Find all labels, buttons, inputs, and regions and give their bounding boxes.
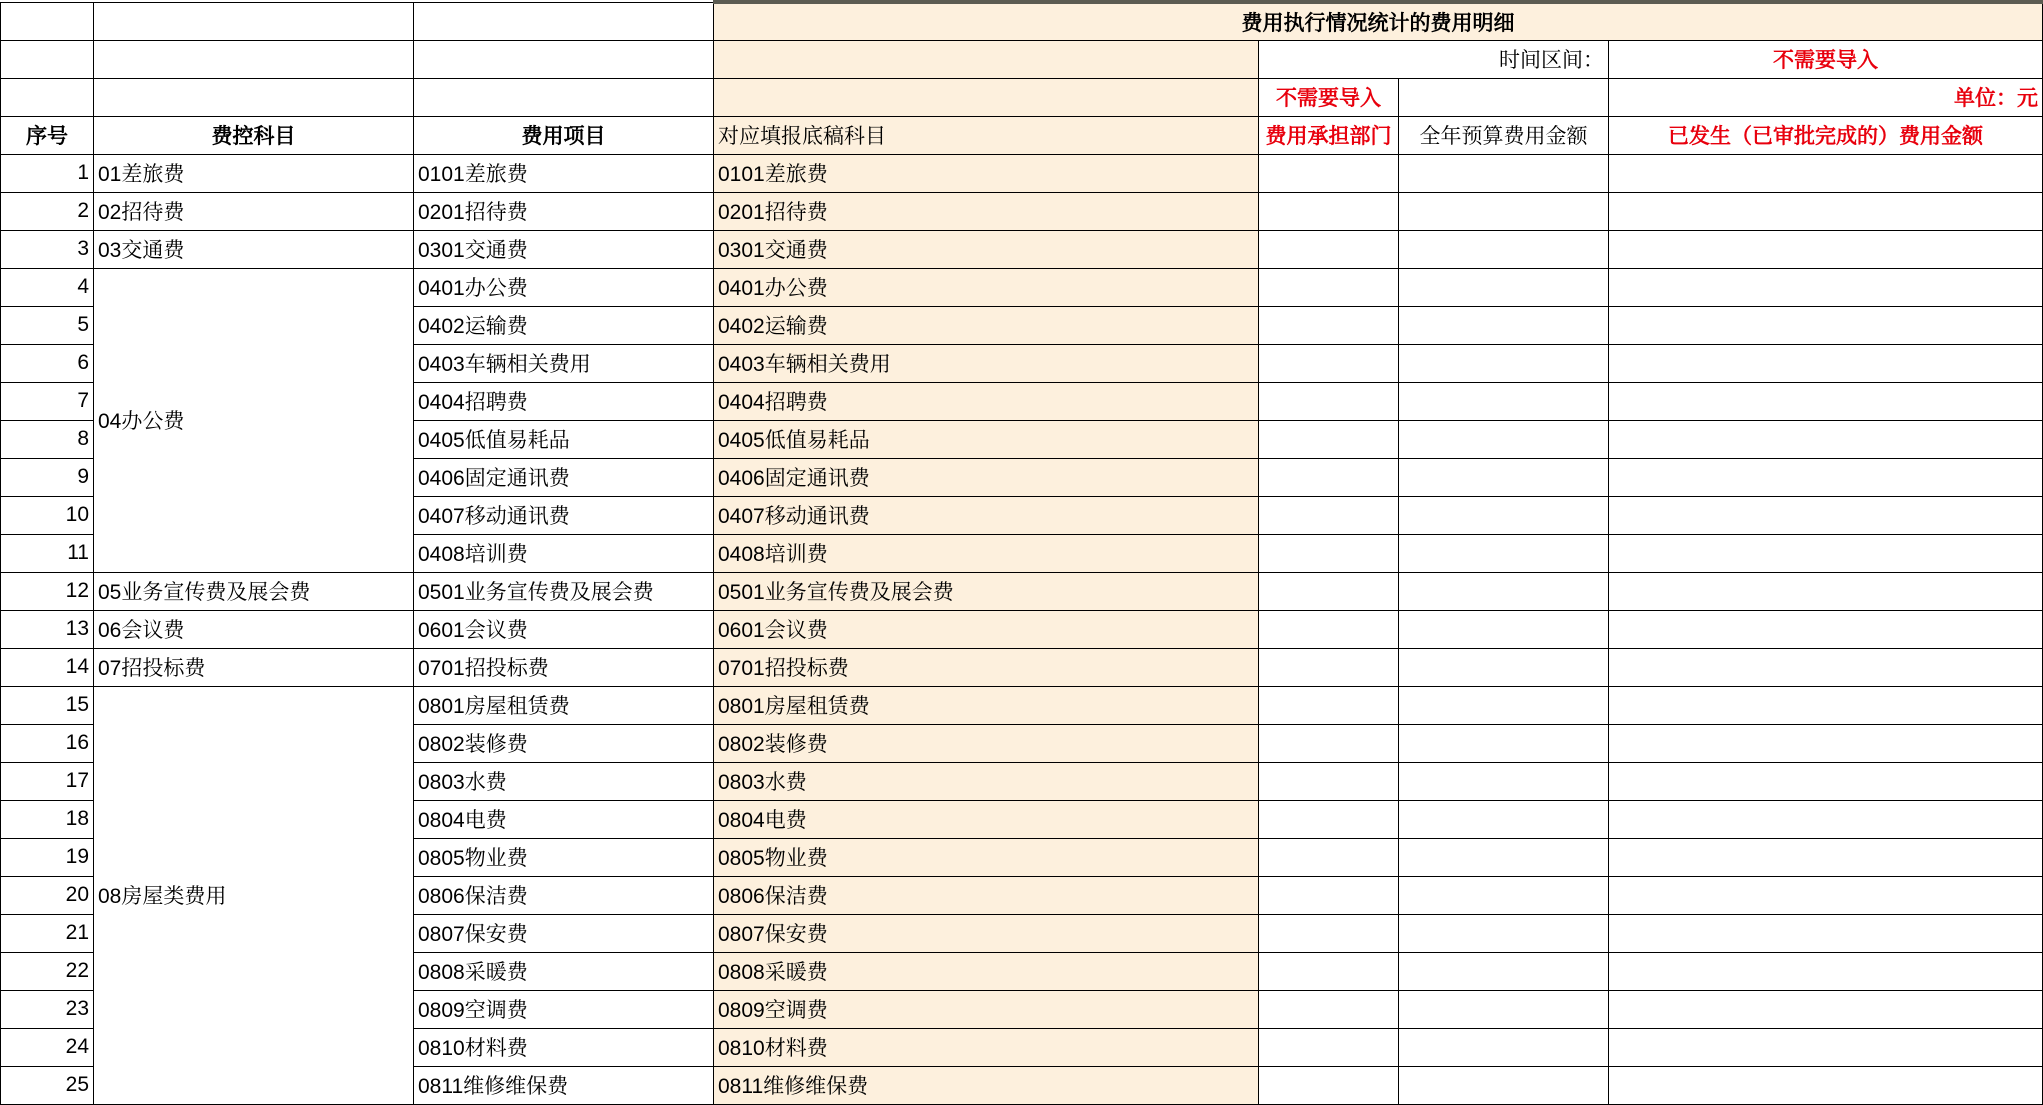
- cell-seq[interactable]: 3: [1, 230, 94, 268]
- cell-expense-item[interactable]: 0809空调费: [414, 990, 714, 1028]
- cell-occurred[interactable]: [1609, 990, 2043, 1028]
- cell-expense-item[interactable]: 0808采暖费: [414, 952, 714, 990]
- no-import-note-left: 不需要导入: [1259, 78, 1399, 116]
- cell-expense-item[interactable]: 0404招聘费: [414, 382, 714, 420]
- unit-blank-item: [414, 78, 714, 116]
- cell-occurred[interactable]: [1609, 268, 2043, 306]
- cell-annual-budget[interactable]: [1399, 230, 1609, 268]
- cell-draft-account[interactable]: 0807保安费: [714, 914, 1259, 952]
- cell-bearing-dept[interactable]: [1259, 838, 1399, 876]
- cell-occurred[interactable]: [1609, 382, 2043, 420]
- cell-occurred[interactable]: [1609, 838, 2043, 876]
- unit-blank-seq: [1, 78, 94, 116]
- title-spacer-item: [414, 2, 714, 40]
- cell-draft-account[interactable]: 0408培训费: [714, 534, 1259, 572]
- cell-control-account[interactable]: 05业务宣传费及展会费: [94, 572, 414, 610]
- cell-draft-account[interactable]: 0803水费: [714, 762, 1259, 800]
- table-row: [1, 268, 2043, 306]
- cell-seq[interactable]: 19: [1, 838, 94, 876]
- cell-draft-account[interactable]: 0809空调费: [714, 990, 1259, 1028]
- cell-expense-item[interactable]: 0807保安费: [414, 914, 714, 952]
- cell-seq[interactable]: 15: [1, 686, 94, 724]
- cell-expense-item[interactable]: 0803水费: [414, 762, 714, 800]
- cell-expense-item[interactable]: 0403车辆相关费用: [414, 344, 714, 382]
- no-import-note-right: 不需要导入: [1609, 40, 2043, 78]
- cell-annual-budget[interactable]: [1399, 610, 1609, 648]
- cell-seq[interactable]: 10: [1, 496, 94, 534]
- cell-draft-account[interactable]: 0601会议费: [714, 610, 1259, 648]
- cell-occurred[interactable]: [1609, 1028, 2043, 1066]
- cell-control-account-merged[interactable]: 08房屋类费用: [94, 686, 414, 1104]
- cell-annual-budget[interactable]: [1399, 648, 1609, 686]
- info-blank-seq: [1, 40, 94, 78]
- col-header-occurred: 已发生（已审批完成的）费用金额: [1609, 116, 2043, 154]
- cell-draft-account[interactable]: 0101差旅费: [714, 154, 1259, 192]
- unit-label: 单位：元: [1609, 78, 2043, 116]
- cell-annual-budget[interactable]: [1399, 1028, 1609, 1066]
- cell-annual-budget[interactable]: [1399, 572, 1609, 610]
- cell-draft-account[interactable]: 0407移动通讯费: [714, 496, 1259, 534]
- cell-annual-budget[interactable]: [1399, 838, 1609, 876]
- cell-expense-item[interactable]: 0201招待费: [414, 192, 714, 230]
- cell-seq[interactable]: 17: [1, 762, 94, 800]
- cell-expense-item[interactable]: 0406固定通讯费: [414, 458, 714, 496]
- col-header-annual-budget: 全年预算费用金额: [1399, 116, 1609, 154]
- cell-draft-account[interactable]: 0402运输费: [714, 306, 1259, 344]
- cell-annual-budget[interactable]: [1399, 724, 1609, 762]
- cell-bearing-dept[interactable]: [1259, 610, 1399, 648]
- cell-control-account[interactable]: 03交通费: [94, 230, 414, 268]
- cell-seq[interactable]: 20: [1, 876, 94, 914]
- cell-annual-budget[interactable]: [1399, 800, 1609, 838]
- col-header-expense-item: 费用项目: [414, 116, 714, 154]
- cell-annual-budget[interactable]: [1399, 420, 1609, 458]
- cell-occurred[interactable]: [1609, 192, 2043, 230]
- unit-row: [1, 78, 2043, 116]
- info-blank-item: [414, 40, 714, 78]
- col-header-bearing-dept: 费用承担部门: [1259, 116, 1399, 154]
- info-blank-account: [94, 40, 414, 78]
- cell-occurred[interactable]: [1609, 724, 2043, 762]
- cell-occurred[interactable]: [1609, 914, 2043, 952]
- cell-control-account[interactable]: 01差旅费: [94, 154, 414, 192]
- cell-control-account[interactable]: 07招投标费: [94, 648, 414, 686]
- cell-occurred[interactable]: [1609, 154, 2043, 192]
- cell-bearing-dept[interactable]: [1259, 496, 1399, 534]
- unit-blank-draft: [714, 78, 1259, 116]
- cell-draft-account[interactable]: 0201招待费: [714, 192, 1259, 230]
- cell-draft-account[interactable]: 0808采暖费: [714, 952, 1259, 990]
- cell-bearing-dept[interactable]: [1259, 154, 1399, 192]
- col-header-seq: 序号: [1, 116, 94, 154]
- cell-bearing-dept[interactable]: [1259, 306, 1399, 344]
- cell-draft-account[interactable]: 0301交通费: [714, 230, 1259, 268]
- cell-seq[interactable]: 18: [1, 800, 94, 838]
- cell-bearing-dept[interactable]: [1259, 458, 1399, 496]
- cell-seq[interactable]: 6: [1, 344, 94, 382]
- cell-expense-item[interactable]: 0601会议费: [414, 610, 714, 648]
- info-row: [1, 40, 2043, 78]
- cell-annual-budget[interactable]: [1399, 990, 1609, 1028]
- cell-annual-budget[interactable]: [1399, 344, 1609, 382]
- cell-control-account[interactable]: 02招待费: [94, 192, 414, 230]
- cell-occurred[interactable]: [1609, 952, 2043, 990]
- cell-seq[interactable]: 11: [1, 534, 94, 572]
- period-label: 时间区间：: [1259, 40, 1609, 78]
- table-row: [1, 610, 2043, 648]
- cell-occurred[interactable]: [1609, 1066, 2043, 1104]
- cell-bearing-dept[interactable]: [1259, 952, 1399, 990]
- cell-annual-budget[interactable]: [1399, 192, 1609, 230]
- table-row: [1, 572, 2043, 610]
- cell-bearing-dept[interactable]: [1259, 1028, 1399, 1066]
- col-header-control-account: 费控科目: [94, 116, 414, 154]
- cell-annual-budget[interactable]: [1399, 382, 1609, 420]
- cell-occurred[interactable]: [1609, 610, 2043, 648]
- cell-bearing-dept[interactable]: [1259, 914, 1399, 952]
- cell-occurred[interactable]: [1609, 762, 2043, 800]
- cell-expense-item[interactable]: 0405低值易耗品: [414, 420, 714, 458]
- cell-annual-budget[interactable]: [1399, 952, 1609, 990]
- cell-annual-budget[interactable]: [1399, 762, 1609, 800]
- cell-expense-item[interactable]: 0806保洁费: [414, 876, 714, 914]
- cell-expense-item[interactable]: 0407移动通讯费: [414, 496, 714, 534]
- cell-draft-account[interactable]: 0805物业费: [714, 838, 1259, 876]
- title-row: [1, 2, 2043, 40]
- cell-expense-item[interactable]: 0408培训费: [414, 534, 714, 572]
- cell-occurred[interactable]: [1609, 876, 2043, 914]
- cell-bearing-dept[interactable]: [1259, 420, 1399, 458]
- cell-draft-account[interactable]: 0403车辆相关费用: [714, 344, 1259, 382]
- cell-annual-budget[interactable]: [1399, 876, 1609, 914]
- cell-seq[interactable]: 12: [1, 572, 94, 610]
- cell-bearing-dept[interactable]: [1259, 648, 1399, 686]
- page-title: 费用执行情况统计的费用明细: [714, 2, 2043, 40]
- cell-expense-item[interactable]: 0501业务宣传费及展会费: [414, 572, 714, 610]
- cell-expense-item[interactable]: 0301交通费: [414, 230, 714, 268]
- cell-seq[interactable]: 1: [1, 154, 94, 192]
- cell-expense-item[interactable]: 0802装修费: [414, 724, 714, 762]
- cell-annual-budget[interactable]: [1399, 1066, 1609, 1104]
- cell-occurred[interactable]: [1609, 686, 2043, 724]
- cell-bearing-dept[interactable]: [1259, 762, 1399, 800]
- cell-bearing-dept[interactable]: [1259, 724, 1399, 762]
- cell-seq[interactable]: 25: [1, 1066, 94, 1104]
- cell-seq[interactable]: 8: [1, 420, 94, 458]
- cell-expense-item[interactable]: 0811维修维保费: [414, 1066, 714, 1104]
- cell-occurred[interactable]: [1609, 496, 2043, 534]
- cell-draft-account[interactable]: 0802装修费: [714, 724, 1259, 762]
- cell-annual-budget[interactable]: [1399, 686, 1609, 724]
- table-row: [1, 648, 2043, 686]
- cell-expense-item[interactable]: 0402运输费: [414, 306, 714, 344]
- cell-draft-account[interactable]: 0804电费: [714, 800, 1259, 838]
- table-row: [1, 154, 2043, 192]
- cell-annual-budget[interactable]: [1399, 496, 1609, 534]
- unit-blank-account: [94, 78, 414, 116]
- cell-expense-item[interactable]: 0810材料费: [414, 1028, 714, 1066]
- cell-expense-item[interactable]: 0805物业费: [414, 838, 714, 876]
- cell-bearing-dept[interactable]: [1259, 990, 1399, 1028]
- cell-annual-budget[interactable]: [1399, 458, 1609, 496]
- cell-draft-account[interactable]: 0806保洁费: [714, 876, 1259, 914]
- cell-bearing-dept[interactable]: [1259, 800, 1399, 838]
- cell-seq[interactable]: 13: [1, 610, 94, 648]
- cell-expense-item[interactable]: 0801房屋租赁费: [414, 686, 714, 724]
- cell-expense-item[interactable]: 0701招投标费: [414, 648, 714, 686]
- cell-draft-account[interactable]: 0811维修维保费: [714, 1066, 1259, 1104]
- cell-occurred[interactable]: [1609, 420, 2043, 458]
- cell-annual-budget[interactable]: [1399, 534, 1609, 572]
- cell-seq[interactable]: 9: [1, 458, 94, 496]
- cell-seq[interactable]: 14: [1, 648, 94, 686]
- table-header-row: [1, 116, 2043, 154]
- cell-bearing-dept[interactable]: [1259, 382, 1399, 420]
- cell-seq[interactable]: 21: [1, 914, 94, 952]
- cell-bearing-dept[interactable]: [1259, 1066, 1399, 1104]
- cell-occurred[interactable]: [1609, 648, 2043, 686]
- cell-annual-budget[interactable]: [1399, 914, 1609, 952]
- cell-occurred[interactable]: [1609, 344, 2043, 382]
- cell-draft-account[interactable]: 0701招投标费: [714, 648, 1259, 686]
- cell-control-account[interactable]: 06会议费: [94, 610, 414, 648]
- cell-draft-account[interactable]: 0501业务宣传费及展会费: [714, 572, 1259, 610]
- table-row: [1, 192, 2043, 230]
- cell-bearing-dept[interactable]: [1259, 876, 1399, 914]
- cell-draft-account[interactable]: 0801房屋租赁费: [714, 686, 1259, 724]
- title-spacer-seq: [1, 2, 94, 40]
- cell-expense-item[interactable]: 0101差旅费: [414, 154, 714, 192]
- table-row: [1, 230, 2043, 268]
- cell-seq[interactable]: 16: [1, 724, 94, 762]
- cell-bearing-dept[interactable]: [1259, 686, 1399, 724]
- cell-seq[interactable]: 5: [1, 306, 94, 344]
- cell-occurred[interactable]: [1609, 230, 2043, 268]
- cell-expense-item[interactable]: 0401办公费: [414, 268, 714, 306]
- cell-annual-budget[interactable]: [1399, 268, 1609, 306]
- cell-annual-budget[interactable]: [1399, 154, 1609, 192]
- col-header-draft-account: 对应填报底稿科目: [714, 116, 1259, 154]
- cell-seq[interactable]: 4: [1, 268, 94, 306]
- unit-blank-budget: [1399, 78, 1609, 116]
- cell-annual-budget[interactable]: [1399, 306, 1609, 344]
- cell-occurred[interactable]: [1609, 534, 2043, 572]
- cell-occurred[interactable]: [1609, 458, 2043, 496]
- cell-bearing-dept[interactable]: [1259, 230, 1399, 268]
- cell-seq[interactable]: 22: [1, 952, 94, 990]
- cell-bearing-dept[interactable]: [1259, 344, 1399, 382]
- cell-draft-account[interactable]: 0405低值易耗品: [714, 420, 1259, 458]
- cell-bearing-dept[interactable]: [1259, 192, 1399, 230]
- cell-seq[interactable]: 23: [1, 990, 94, 1028]
- cell-control-account-merged[interactable]: 04办公费: [94, 268, 414, 572]
- cell-draft-account[interactable]: 0404招聘费: [714, 382, 1259, 420]
- cell-draft-account[interactable]: 0810材料费: [714, 1028, 1259, 1066]
- cell-seq[interactable]: 7: [1, 382, 94, 420]
- cell-expense-item[interactable]: 0804电费: [414, 800, 714, 838]
- cell-draft-account[interactable]: 0401办公费: [714, 268, 1259, 306]
- cell-bearing-dept[interactable]: [1259, 534, 1399, 572]
- cell-bearing-dept[interactable]: [1259, 572, 1399, 610]
- table-row: [1, 686, 2043, 724]
- info-blank-draft: [714, 40, 1259, 78]
- cell-seq[interactable]: 24: [1, 1028, 94, 1066]
- cell-seq[interactable]: 2: [1, 192, 94, 230]
- title-spacer-account: [94, 2, 414, 40]
- cell-bearing-dept[interactable]: [1259, 268, 1399, 306]
- cell-draft-account[interactable]: 0406固定通讯费: [714, 458, 1259, 496]
- cell-occurred[interactable]: [1609, 306, 2043, 344]
- cell-occurred[interactable]: [1609, 572, 2043, 610]
- cell-occurred[interactable]: [1609, 800, 2043, 838]
